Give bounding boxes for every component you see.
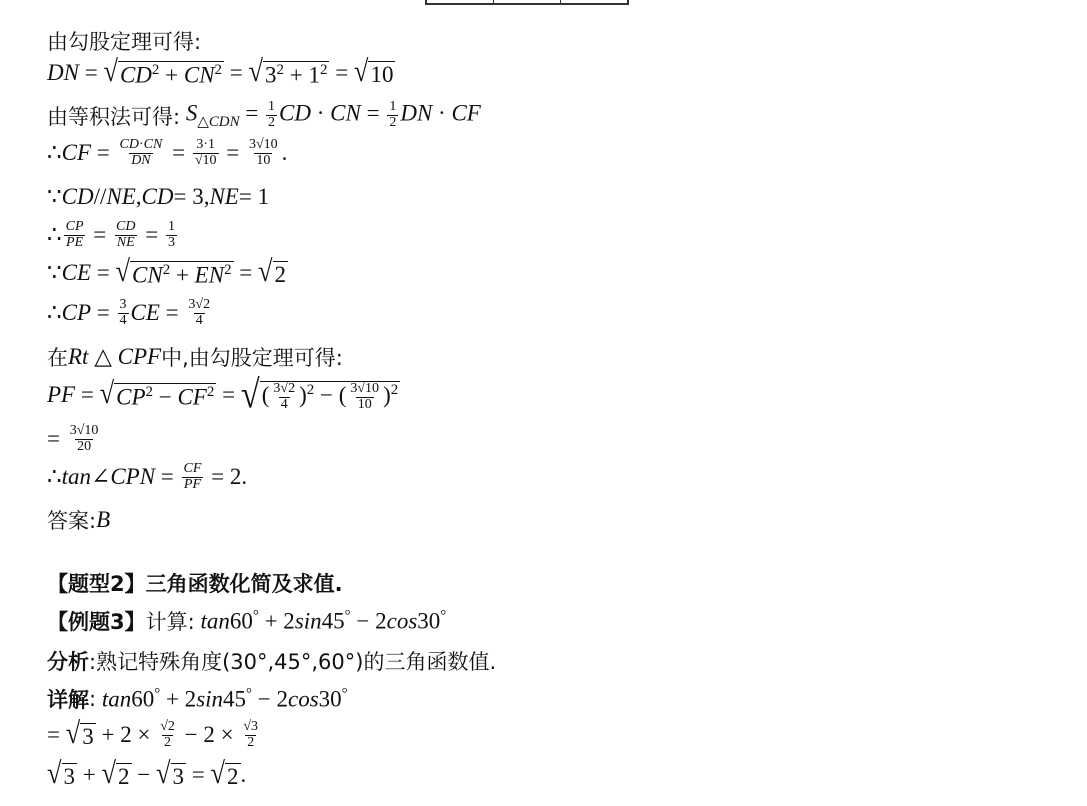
analysis-text: :熟记特殊角度(30°,45°,60°)的三角函数值.	[89, 650, 497, 674]
detail-label: 详解	[47, 688, 89, 712]
pythagoras-intro-text: 由勾股定理可得:	[47, 30, 202, 54]
ratio-line: ∴ $\frac{CP}{PE}$ = $\frac{CD}{NE}$ = $\frac{1}{3}$	[47, 219, 175, 250]
example-line: 【例题3】 计算: tan60° + 2sin45° − 2cos30°	[47, 607, 447, 634]
analysis-label: 分析	[47, 650, 89, 674]
triangle-intro-prefix: 在	[47, 346, 68, 370]
detail-line: 详解 : tan60° + 2sin45° − 2cos30°	[47, 685, 348, 712]
tan-result: ∴ tan ∠ CPN = $\frac{CF}{PF}$ = 2.	[47, 461, 248, 492]
answer-line	[47, 505, 110, 535]
example-text: 计算:	[145, 610, 195, 634]
triangle-intro: 在 Rt △ CPF 中,由勾股定理可得:	[47, 344, 343, 370]
area-method-label: 由等积法可得:	[47, 104, 181, 129]
pf-result: = $\frac{3√10}{20}$	[47, 423, 99, 454]
answer-value: B	[96, 507, 111, 532]
answer-label: 答案:	[47, 509, 97, 533]
ce-equation: ∵ CE = √ $CN^2 + EN^2$ = √ 2	[47, 253, 287, 289]
cp-equation: ∴ CP = $\frac{3}{4}$ CE = $\frac{3√2}{4}$	[47, 297, 211, 328]
section-title-text: 【题型2】三角函数化简及求值.	[47, 572, 343, 596]
detail-step2: √ 3 + √ 2 − √ 3 = √ 2 .	[47, 755, 247, 790]
triangle-intro-suffix: 中,由勾股定理可得:	[161, 346, 343, 370]
parallel-line: ∵ CD // NE , CD = 3, NE = 1	[47, 184, 270, 209]
detail-step1: = √ 3 + 2 × $\frac{√2}{2}$ − 2 × $\frac{√3}{2}$	[47, 715, 259, 751]
top-table-fragment	[425, 0, 629, 5]
pythagoras-intro	[47, 26, 201, 56]
dn-equation: DN = √ $CD^2 + CN^2$ = √ $3^2 + 1^2$ = √ 10	[47, 53, 394, 89]
area-method-line: 由等积法可得: $S_{\triangle CDN}$ = $\frac{1}{2}$ CD · CN = $\frac{1}{2}$ DN · CF	[47, 99, 481, 131]
detail-colon: :	[89, 687, 97, 711]
analysis-line	[47, 646, 496, 676]
example-label: 【例题3】	[47, 610, 146, 634]
pf-equation: PF = √ $CP^2 - CF^2$ = √ ( $\frac{3√2}{4}$ )$^2$ − ( $\frac{3√10}{10}$ )$^2$	[47, 373, 399, 417]
cf-equation: ∴ CF = $\frac{CD\cdot CN}{DN}$ = $\frac{3\cdot 1}{√10}$ = $\frac{3√10}{10}$ .	[47, 137, 288, 168]
section-title	[47, 568, 343, 598]
